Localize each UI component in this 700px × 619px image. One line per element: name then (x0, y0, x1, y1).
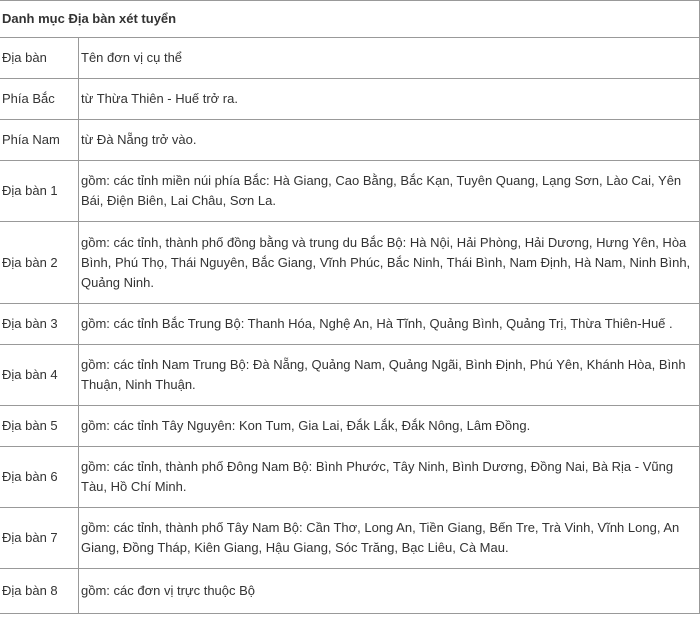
table-row (0, 345, 700, 406)
region-cell: Phía Bắc (0, 79, 79, 120)
table-row (0, 222, 700, 304)
table-row (0, 508, 700, 569)
detail-cell: gồm: các đơn vị trực thuộc Bộ (79, 569, 700, 614)
header-detail: Tên đơn vị cụ thể (79, 38, 700, 79)
detail-cell: gồm: các tỉnh Tây Nguyên: Kon Tum, Gia Lai, Đắk Lắk, Đắk Nông, Lâm Đồng. (79, 406, 700, 447)
detail-cell: gồm: các tỉnh, thành phố Đông Nam Bộ: Bình Phước, Tây Ninh, Bình Dương, Đồng Nai, Bà Rịa - Vũng Tàu, Hồ Chí Minh. (79, 447, 700, 508)
region-cell: Địa bàn 8 (0, 569, 79, 614)
region-cell: Địa bàn 4 (0, 345, 79, 406)
region-cell: Địa bàn 3 (0, 304, 79, 345)
table-title-row (0, 1, 700, 38)
table-header-row (0, 38, 700, 79)
region-cell: Địa bàn 7 (0, 508, 79, 569)
table-row (0, 304, 700, 345)
table-row (0, 120, 700, 161)
detail-cell: gồm: các tỉnh miền núi phía Bắc: Hà Giang, Cao Bằng, Bắc Kạn, Tuyên Quang, Lạng Sơn, Lào Cai, Yên Bái, Điện Biên, Lai Châu, Sơn La. (79, 161, 700, 222)
detail-cell: từ Đà Nẵng trở vào. (79, 120, 700, 161)
detail-cell: gồm: các tỉnh, thành phố đồng bằng và trung du Bắc Bộ: Hà Nội, Hải Phòng, Hải Dương, Hưng Yên, Hòa Bình, Phú Thọ, Thái Nguyên, Bắc Giang, Vĩnh Phúc, Bắc Ninh, Thái Bình, Nam Định, Hà Nam, Ninh Bình, Quảng Ninh. (79, 222, 700, 304)
region-cell: Địa bàn 6 (0, 447, 79, 508)
table-row (0, 569, 700, 614)
detail-cell: gồm: các tỉnh Bắc Trung Bộ: Thanh Hóa, Nghệ An, Hà Tĩnh, Quảng Bình, Quảng Trị, Thừa Thiên-Huế . (79, 304, 700, 345)
detail-cell: từ Thừa Thiên - Huế trở ra. (79, 79, 700, 120)
table-row (0, 79, 700, 120)
table-row (0, 406, 700, 447)
region-cell: Địa bàn 1 (0, 161, 79, 222)
region-cell: Địa bàn 5 (0, 406, 79, 447)
table-row (0, 447, 700, 508)
region-cell: Phía Nam (0, 120, 79, 161)
table-row (0, 161, 700, 222)
detail-cell: gồm: các tỉnh, thành phố Tây Nam Bộ: Cần Thơ, Long An, Tiền Giang, Bến Tre, Trà Vinh, Vĩnh Long, An Giang, Đồng Tháp, Kiên Giang, Hậu Giang, Sóc Trăng, Bạc Liêu, Cà Mau. (79, 508, 700, 569)
detail-cell: gồm: các tỉnh Nam Trung Bộ: Đà Nẵng, Quảng Nam, Quảng Ngãi, Bình Định, Phú Yên, Khánh Hòa, Bình Thuận, Ninh Thuận. (79, 345, 700, 406)
table-title: Danh mục Địa bàn xét tuyển (0, 1, 700, 38)
header-region: Địa bàn (0, 38, 79, 79)
region-cell: Địa bàn 2 (0, 222, 79, 304)
